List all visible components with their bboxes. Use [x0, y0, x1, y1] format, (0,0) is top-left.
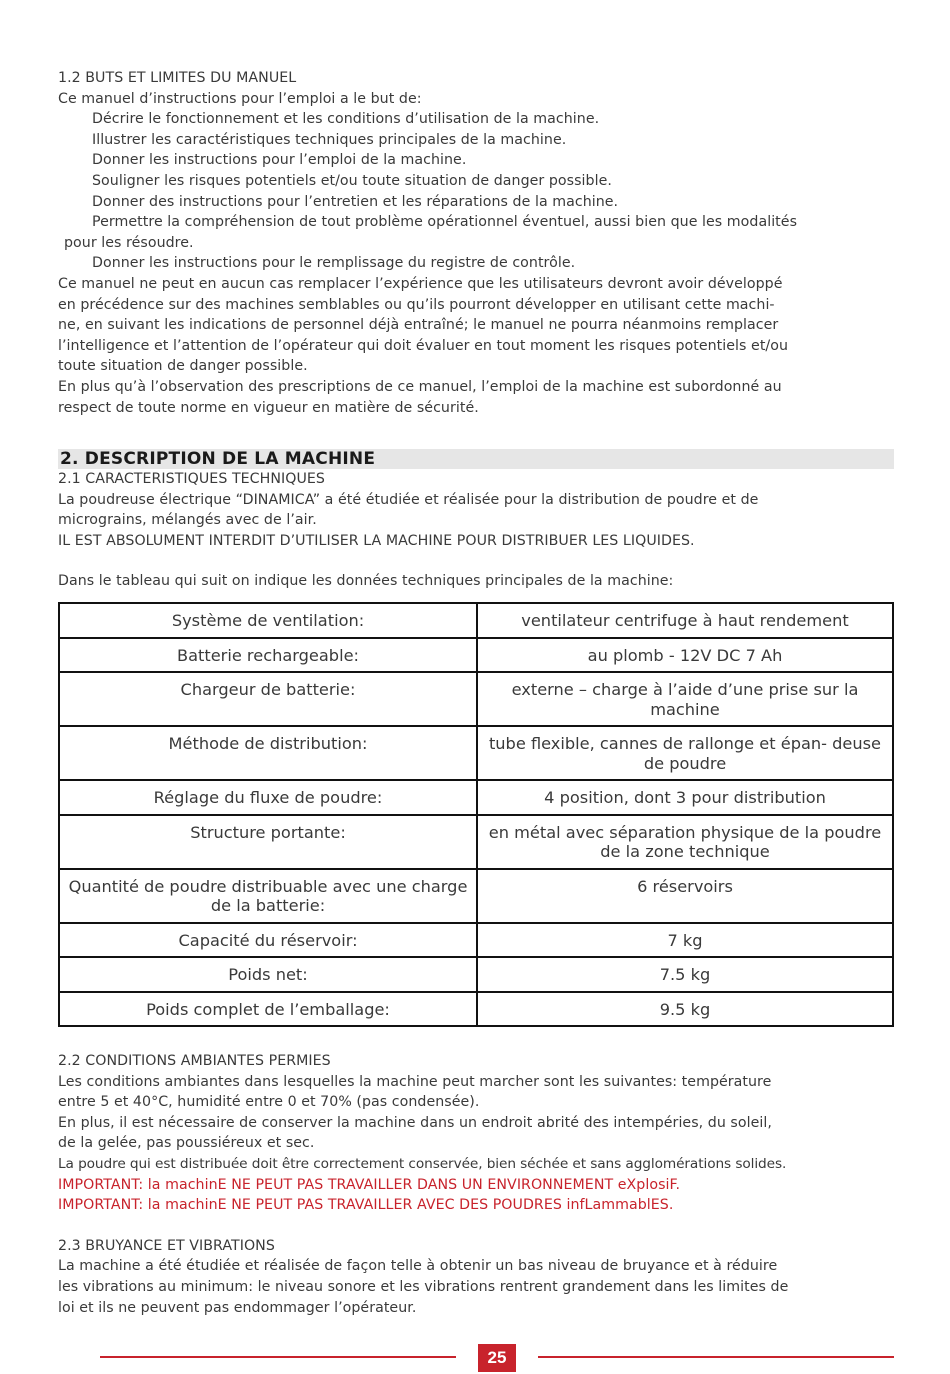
paragraph-line: de la gelée, pas poussiéreux et sec. — [58, 1135, 315, 1152]
paragraph-line: loi et ils ne peuvent pas endommager l’opérateur. — [58, 1299, 417, 1316]
spec-value: ventilateur centrifuge à haut rendement — [477, 603, 893, 638]
warning-line: IL EST ABSOLUMENT INTERDIT D’UTILISER LA MACHINE POUR DISTRIBUER LES LIQUIDES. — [58, 532, 695, 549]
spec-label: Capacité du réservoir: — [59, 923, 477, 958]
spec-value: 4 position, dont 3 pour distribution — [477, 780, 893, 815]
list-item: Donner des instructions pour l’entretien et les réparations de la machine. — [92, 193, 619, 210]
spec-label: Réglage du fluxe de poudre: — [59, 780, 477, 815]
paragraph-line: l’intelligence et l’attention de l’opérateur qui doit évaluer en tout moment les risques potentiels et/ou — [58, 337, 789, 354]
table-row — [59, 726, 893, 780]
table-row — [59, 672, 893, 726]
spec-value: 7.5 kg — [477, 957, 893, 992]
paragraph-line: ne, en suivant les indications de personnel déjà entraîné; le manuel ne pourra néanmoins remplacer — [58, 317, 779, 334]
spec-label: Méthode de distribution: — [59, 726, 477, 780]
spec-value: tube flexible, cannes de rallonge et épan- deuse de poudre — [477, 726, 893, 780]
subsection-title-2-2: 2.2 CONDITIONS AMBIANTES PERMIES — [58, 1053, 331, 1070]
list-item: Souligner les risques potentiels et/ou toute situation de danger possible. — [92, 172, 612, 189]
list-item: Permettre la compréhension de tout problème opérationnel éventuel, aussi bien que les modalités — [92, 214, 798, 231]
subsection-title-2-1: 2.1 CARACTERISTIQUES TECHNIQUES — [58, 471, 325, 488]
table-row — [59, 603, 893, 638]
spec-value: 6 réservoirs — [477, 869, 893, 923]
paragraph-line: toute situation de danger possible. — [58, 358, 308, 375]
paragraph-line: En plus, il est nécessaire de conserver la machine dans un endroit abrité des intempéries, du soleil, — [58, 1114, 772, 1131]
paragraph-line: En plus qu’à l’observation des prescriptions de ce manuel, l’emploi de la machine est subordonné au — [58, 378, 782, 395]
section-header-2: 2. DESCRIPTION DE LA MACHINE — [58, 449, 894, 469]
paragraph-line: entre 5 et 40°C, humidité entre 0 et 70% (pas condensée). — [58, 1094, 480, 1111]
page-content — [58, 68, 894, 1318]
paragraph-line: Les conditions ambiantes dans lesquelles la machine peut marcher sont les suivantes: température — [58, 1073, 772, 1090]
table-row — [59, 992, 893, 1027]
spec-value: 7 kg — [477, 923, 893, 958]
table-row — [59, 780, 893, 815]
table-row — [59, 638, 893, 673]
specs-table — [58, 602, 894, 1027]
important-notice: IMPORTANT: la machinE NE PEUT PAS TRAVAILLER AVEC DES POUDRES infLammablES. — [58, 1197, 674, 1214]
list-item: Donner les instructions pour le remplissage du registre de contrôle. — [92, 255, 576, 272]
spec-label: Système de ventilation: — [59, 603, 477, 638]
paragraph-line: respect de toute norme en vigueur en matière de sécurité. — [58, 399, 479, 416]
page-number: 25 — [478, 1344, 516, 1372]
paragraph-line: Ce manuel ne peut en aucun cas remplacer l’expérience que les utilisateurs devront avoir développé — [58, 275, 783, 292]
list-item: Illustrer les caractéristiques techniques principales de la machine. — [92, 131, 567, 148]
spec-value: externe – charge à l’aide d’une prise sur la machine — [477, 672, 893, 726]
paragraph-line: La poudreuse électrique “DINAMICA” a été étudiée et réalisée pour la distribution de poudre et de — [58, 491, 759, 508]
section-title-1-2: 1.2 BUTS ET LIMITES DU MANUEL — [58, 70, 297, 86]
spec-value: au plomb - 12V DC 7 Ah — [477, 638, 893, 673]
spec-label: Chargeur de batterie: — [59, 672, 477, 726]
spec-label: Poids net: — [59, 957, 477, 992]
table-intro: Dans le tableau qui suit on indique les données techniques principales de la machine: — [58, 573, 674, 590]
important-notice: IMPORTANT: la machinE NE PEUT PAS TRAVAILLER DANS UN ENVIRONNEMENT eXplosiF. — [58, 1176, 681, 1193]
spec-label: Batterie rechargeable: — [59, 638, 477, 673]
paragraph-line: en précédence sur des machines semblables ou qu’ils pourront développer en utilisant cette machi- — [58, 296, 775, 313]
spec-label: Quantité de poudre distribuable avec une charge de la batterie: — [59, 869, 477, 923]
subsection-title-2-3: 2.3 BRUYANCE ET VIBRATIONS — [58, 1237, 275, 1254]
list-item-continuation: pour les résoudre. — [64, 234, 194, 251]
table-row — [59, 815, 893, 869]
footer-rule-right — [538, 1356, 894, 1358]
list-item: Donner les instructions pour l’emploi de la machine. — [92, 152, 467, 169]
paragraph-line: La poudre qui est distribuée doit être correctement conservée, bien séchée et sans agglomérations solides. — [58, 1156, 787, 1173]
footer-rule-left — [100, 1356, 456, 1358]
table-row — [59, 923, 893, 958]
spec-value: 9.5 kg — [477, 992, 893, 1027]
intro-text: Ce manuel d’instructions pour l’emploi a le but de: — [58, 90, 422, 107]
spec-value: en métal avec séparation physique de la poudre de la zone technique — [477, 815, 893, 869]
table-row — [59, 869, 893, 923]
paragraph-line: micrograins, mélangés avec de l’air. — [58, 512, 317, 529]
spec-label: Structure portante: — [59, 815, 477, 869]
list-item: Décrire le fonctionnement et les conditions d’utilisation de la machine. — [92, 111, 600, 128]
paragraph-line: les vibrations au minimum: le niveau sonore et les vibrations rentrent grandement dans les limites de — [58, 1279, 789, 1295]
table-row — [59, 957, 893, 992]
spec-label: Poids complet de l’emballage: — [59, 992, 477, 1027]
paragraph-line: La machine a été étudiée et réalisée de façon telle à obtenir un bas niveau de bruyance et à réduire — [58, 1258, 778, 1275]
